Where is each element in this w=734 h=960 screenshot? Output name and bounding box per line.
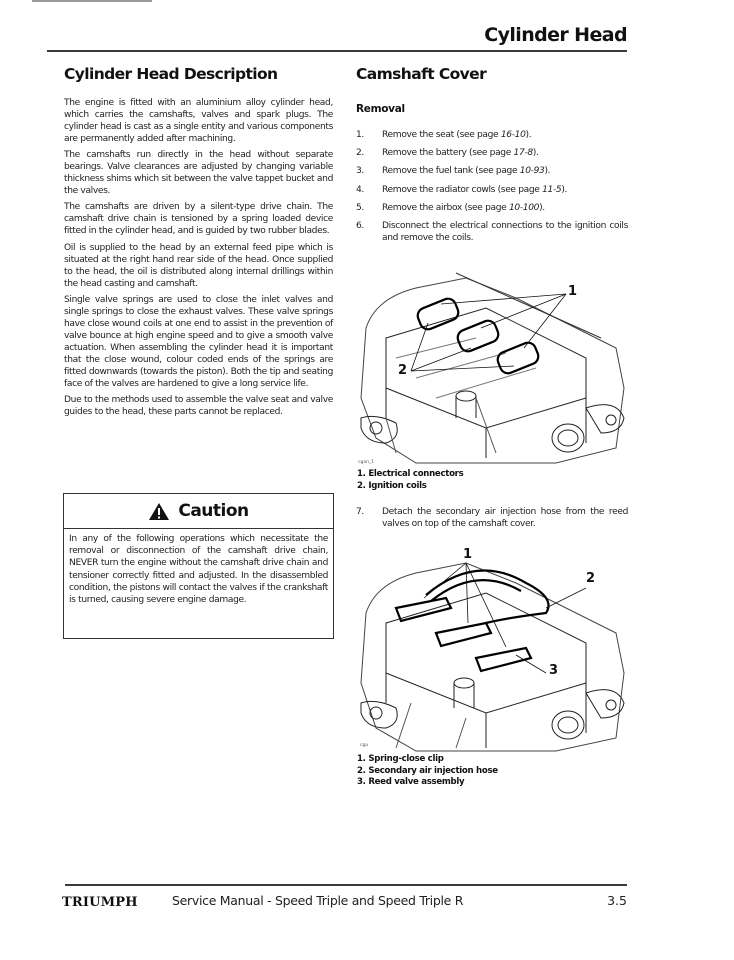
legend-item: 1. Spring-close clip — [357, 754, 444, 764]
paragraph: Single valve springs are used to close the inlet valves and single springs to close the exhaust valves. These valve springs have close wound coils at one end to assist in the prevention of valve bounce at high engine speed and to give a smooth valve actuation. When assembling the cylinder head it is important that the close wound, colour coded ends of the springs are fitted downwards (towards the piston). Both the tip and seating face of the valves are hardened to give a long service life. — [64, 294, 333, 390]
page-reference-link[interactable]: 10-93 — [519, 166, 545, 177]
footer-rule — [65, 884, 627, 886]
step-item — [356, 129, 628, 141]
triumph-logo: TRIUMPH — [62, 895, 138, 910]
step-number: 1. — [356, 130, 364, 140]
paragraph: The engine is fitted with an aluminium alloy cylinder head, which carries the camshafts, valves and spark plugs. The cylinder head is cast as a single entity and various components are permanently added after machining. — [64, 98, 333, 145]
step-text-tail: ). — [539, 202, 545, 213]
section-heading-camshaft-cover: Camshaft Cover — [356, 65, 487, 83]
page-reference-link[interactable]: 11-5 — [542, 184, 562, 195]
step-number: 5. — [356, 202, 364, 213]
section-heading-cylinder-head-description: Cylinder Head Description — [64, 65, 278, 83]
running-header-title: Cylinder Head — [484, 24, 627, 46]
paragraph: The camshafts are driven by a silent-type drive chain. The camshaft drive chain is tensioned by a spring loaded device fitted in the cylinder head, and is guided by two rubber blades. — [64, 202, 333, 237]
step-text-tail: ). — [525, 130, 532, 140]
step-number: 7. — [356, 507, 364, 517]
figure-reed-valves — [356, 543, 628, 753]
paragraph: Due to the methods used to assemble the valve seat and valve guides to the head, these parts cannot be replaced. — [64, 395, 333, 418]
page-reference-link[interactable]: 10-100 — [508, 202, 540, 213]
page-reference-link[interactable]: 16-10 — [500, 130, 526, 140]
caution-box — [63, 493, 334, 639]
step-item — [356, 165, 628, 177]
figure-ignition-coils — [356, 268, 628, 468]
warning-triangle-icon — [148, 502, 170, 521]
step-text: Remove the fuel tank (see page — [382, 166, 520, 177]
step-item — [356, 184, 628, 196]
step-item — [356, 506, 628, 530]
legend-item: 2. Secondary air injection hose — [357, 765, 498, 776]
page-number: 3.5 — [607, 893, 627, 908]
step-text: Remove the radiator cowls (see page — [382, 184, 543, 195]
caution-text: In any of the following operations which necessitate the removal or disconnection of the camshaft drive chain, NEVER turn the engine without the camshaft drive chain and tensioner correctly fitted and adjusted. In the disassembled condition, the pistons will contact the valves if the crankshaft is turned, causing severe engine damage. — [69, 534, 328, 606]
figure1-legend — [357, 469, 463, 492]
caution-header — [64, 494, 333, 529]
step-number: 3. — [356, 166, 364, 177]
legend-item: 1. Electrical connectors — [357, 469, 464, 479]
step-item — [356, 220, 628, 244]
callout-3: 3 — [549, 663, 559, 678]
figure-code: cgan_1 — [358, 460, 375, 465]
manual-title: Service Manual - Speed Triple and Speed Triple R — [172, 893, 464, 908]
step-number: 6. — [356, 221, 364, 232]
step-text: Remove the battery (see page — [382, 148, 514, 159]
step-text: Disconnect the electrical connections to the ignition coils and remove the coils. — [382, 221, 628, 244]
scan-artifact — [32, 0, 152, 2]
engine-illustration-1 — [356, 268, 628, 468]
callout-1: 1 — [568, 284, 578, 299]
callout-2: 2 — [398, 363, 408, 378]
step-text: Remove the airbox (see page — [382, 202, 509, 213]
paragraph: The camshafts run directly in the head without separate bearings. Valve clearances are adjusted by changing variable thickness shims which sit between the valve tappet bucket and the valves. — [64, 150, 333, 197]
legend-item: 2. Ignition coils — [357, 480, 427, 491]
step-text-tail: ). — [561, 184, 568, 195]
step-item — [356, 147, 628, 159]
step-number: 4. — [356, 184, 364, 195]
step-number: 2. — [356, 148, 364, 159]
caution-title: Caution — [178, 501, 249, 521]
step-text: Detach the secondary air injection hose from the reed valves on top of the camshaft cover. — [382, 507, 628, 530]
step-text-tail: ). — [532, 148, 539, 159]
step-item — [356, 202, 628, 214]
paragraph: Oil is supplied to the head by an external feed pipe which is situated at the right hand rear side of the head. Once supplied to the head, the oil is distributed along internal drillings within the head casting and camshaft. — [64, 242, 333, 289]
page-reference-link[interactable]: 17-8 — [513, 148, 533, 159]
figure2-legend — [357, 754, 498, 789]
callout-2: 2 — [586, 571, 596, 586]
legend-item: 3. Reed valve assembly — [357, 777, 465, 787]
subheading-removal: Removal — [356, 103, 405, 115]
removal-steps-continued — [356, 506, 628, 530]
step-text-tail: ). — [544, 166, 551, 177]
callout-1: 1 — [463, 547, 473, 562]
step-text: Remove the seat (see page — [382, 130, 501, 140]
left-column — [64, 65, 333, 422]
figure-code: cgu — [360, 743, 369, 748]
step-7 — [356, 506, 628, 536]
right-column — [356, 65, 628, 250]
removal-steps — [356, 129, 628, 244]
header-rule — [47, 50, 627, 52]
